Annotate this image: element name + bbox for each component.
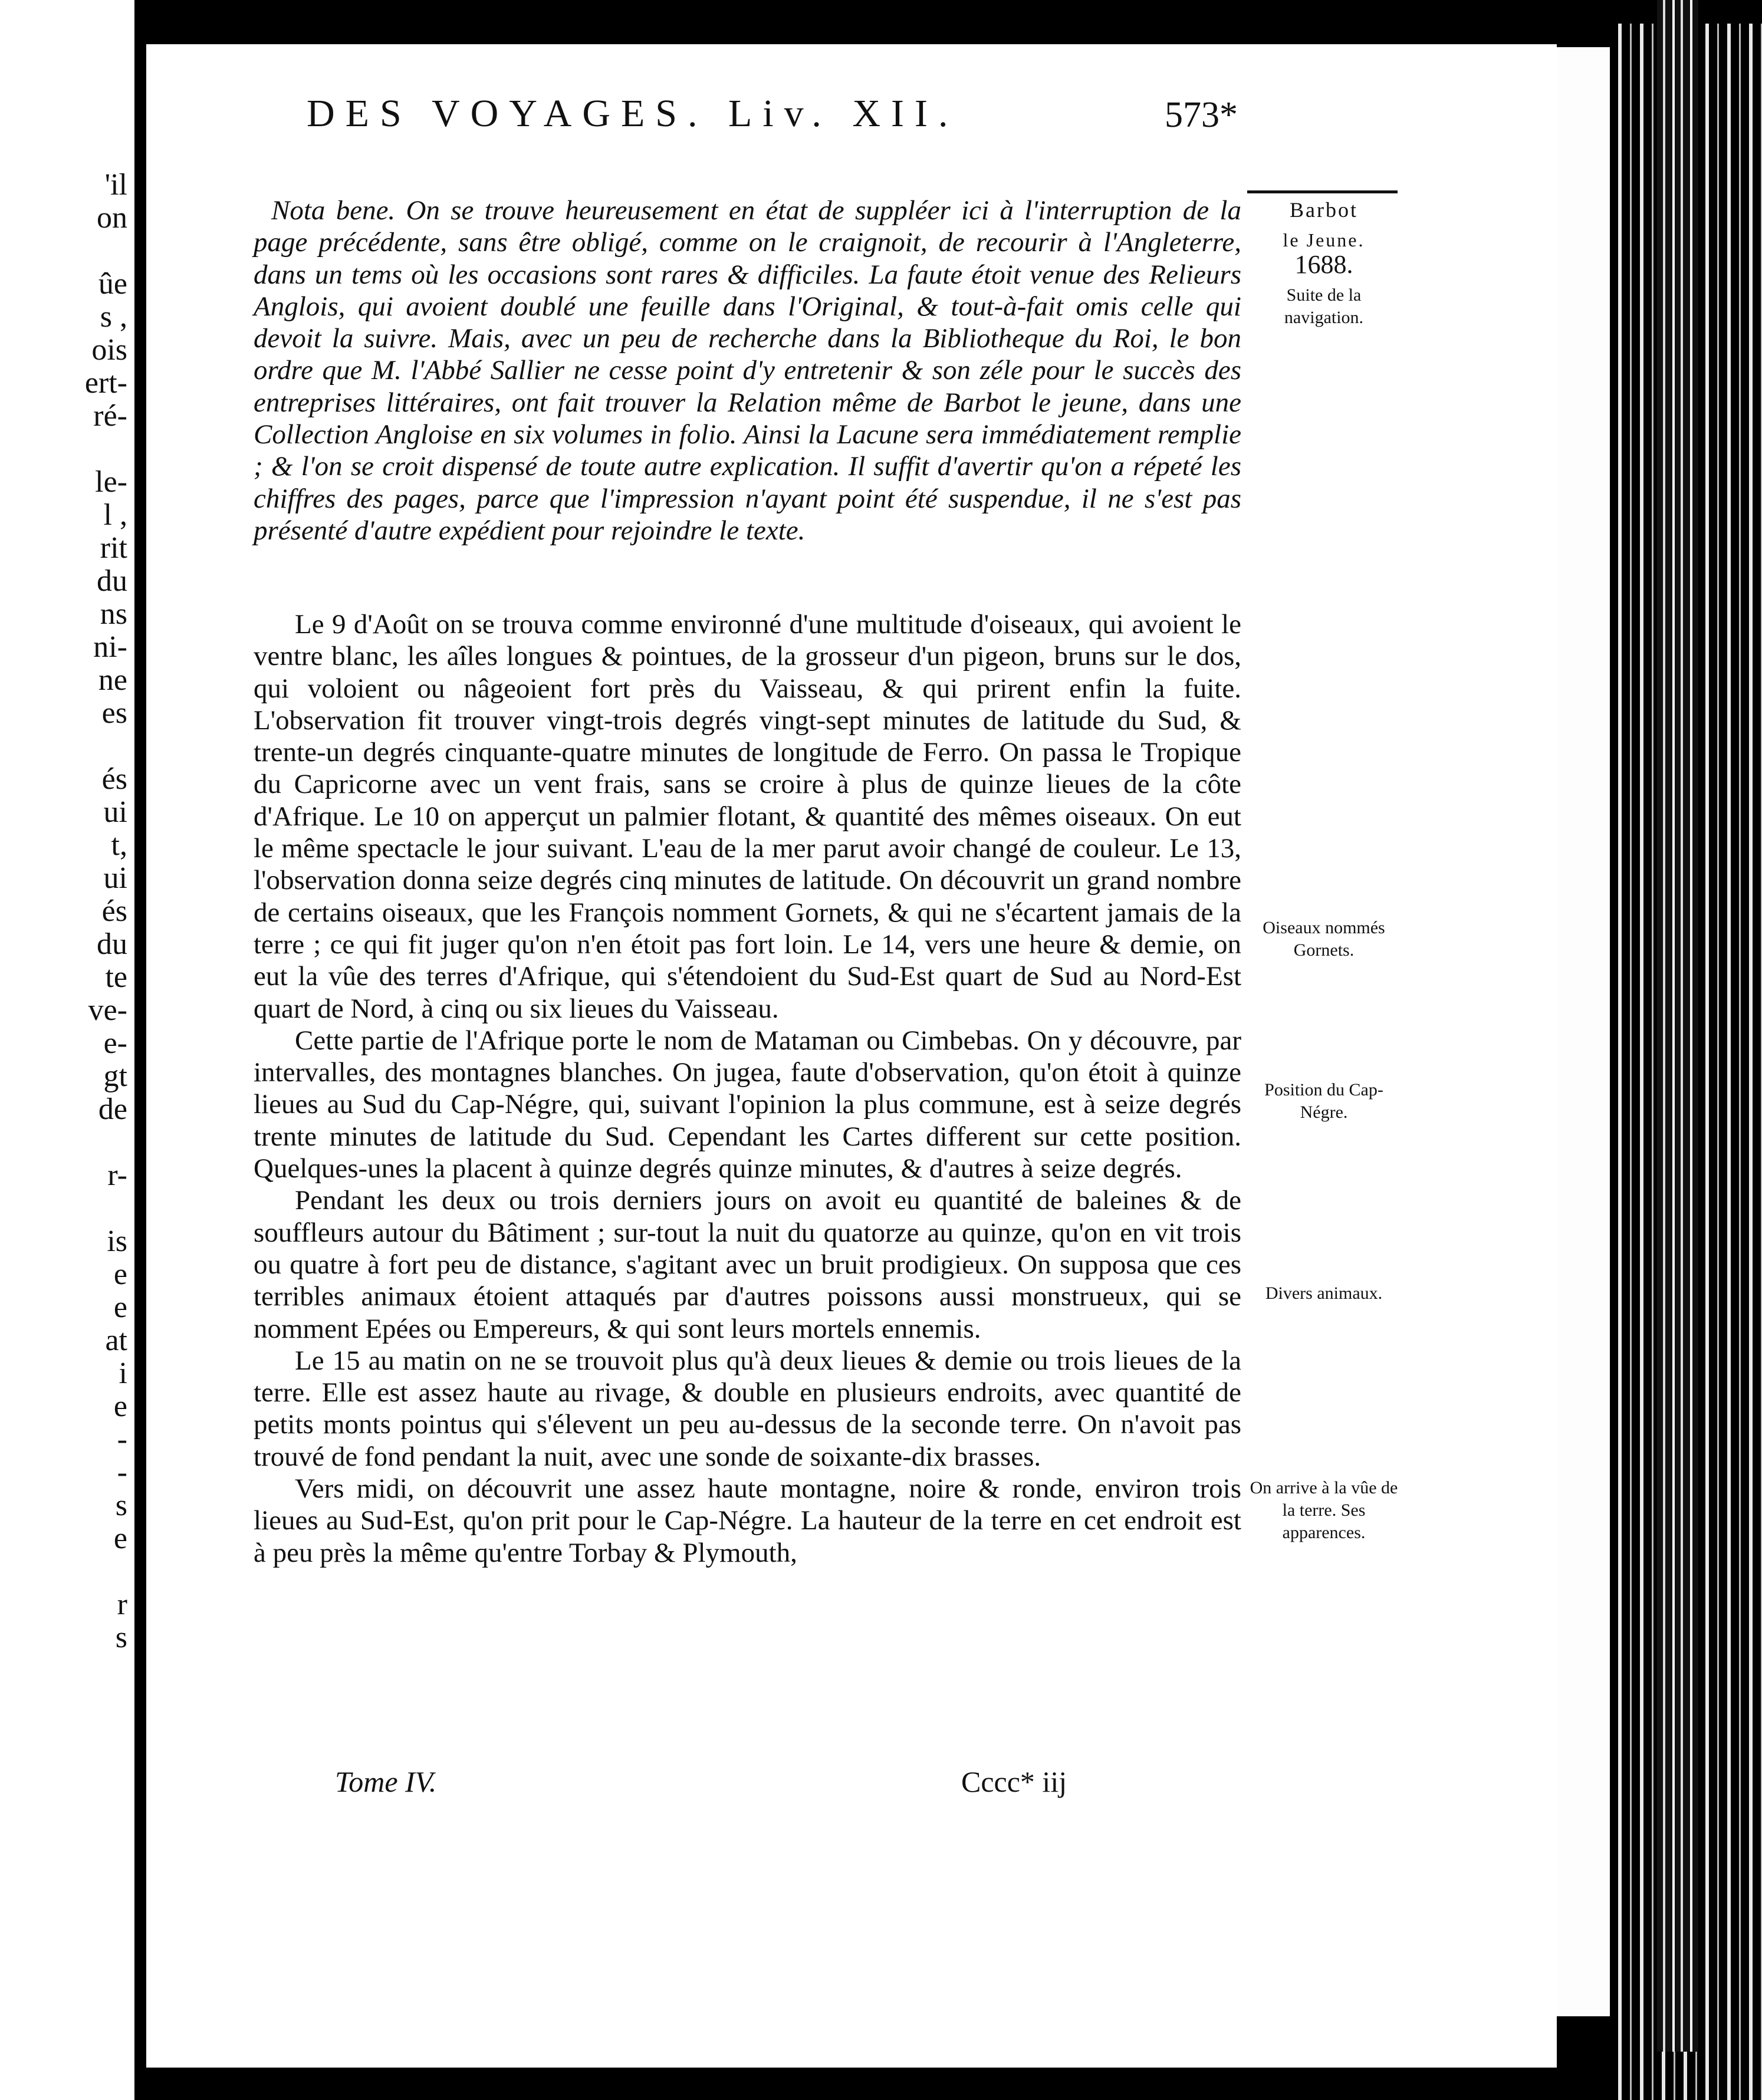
facing-page-text-fragment: e [113, 1522, 127, 1555]
page-edge [1557, 47, 1610, 2016]
facing-page-text-fragment: es [101, 696, 127, 730]
facing-page-text-fragment: i [119, 1357, 127, 1390]
facing-page-text-fragment: e [113, 1291, 127, 1324]
facing-page-text-fragment: és [101, 894, 127, 928]
facing-page-text-fragment: ve- [88, 993, 127, 1027]
paragraph: Le 15 au matin on ne se trouvoit plus qu'à deux lieues & demie ou trois lieues de la terre. Elle est assez haute au rivage, & double en plusieurs endroits, avec quantité de petits monts pointus qui s'élevent un peu au-dessus de la seconde terre. On n'avoit pas trouvé de fond pendant la nuit, avec une sonde de soixante-dix brasses. [254, 1345, 1241, 1472]
margin-author-suffix: le Jeune. [1283, 229, 1365, 251]
facing-page-text-fragment: ert- [84, 366, 127, 400]
facing-page-text-fragment: ni- [93, 630, 127, 664]
main-text [254, 608, 1241, 1569]
facing-page-text-fragment: du [97, 564, 127, 598]
facing-page-text-fragment: rit [100, 531, 127, 565]
facing-page-text-fragment: e- [103, 1026, 127, 1060]
facing-page-text-fragment: t, [111, 828, 127, 862]
facing-page-text-fragment: ne [98, 663, 127, 697]
paragraph: Cette partie de l'Afrique porte le nom de Mataman ou Cimbebas. On y découvre, par intervalles, des montagnes blanches. On jugea, faute d'observation, qu'on étoit à quinze lieues au Sud du Cap-Négre, qui, suivant l'opinion la plus commune, est à seize degrés trente minutes de latitude du Sud. Cependant les Cartes different sur cette position. Quelques-unes la placent à quinze degrés quinze minutes, & d'autres à seize degrés. [254, 1025, 1241, 1184]
facing-page-text-fragment: - [117, 1423, 127, 1456]
facing-page-text-fragment: ûe [98, 267, 127, 301]
facing-page-text-fragment: ui [103, 861, 127, 895]
facing-page-text-fragment: ns [100, 597, 127, 631]
facing-page-text-fragment: ré- [93, 399, 127, 433]
facing-page-text-fragment: r [117, 1588, 127, 1621]
facing-page-text-fragment: on [97, 201, 127, 235]
facing-page-text-fragment: r- [107, 1158, 127, 1192]
margin-note-animaux: Divers animaux. [1265, 1283, 1383, 1303]
facing-page-text-fragment: l , [103, 498, 127, 532]
running-head: DES VOYAGES. Liv. XII. [307, 92, 959, 135]
facing-page-text-fragment: de [98, 1092, 127, 1126]
margin-note-cap-negre: Position du Cap-Négre. [1264, 1080, 1383, 1122]
facing-page-text-fragment: ui [103, 795, 127, 829]
page-number: 573* [1165, 95, 1238, 135]
paragraph: Pendant les deux ou trois derniers jours on avoit eu quantité de baleines & de souffleurs autour du Bâtiment ; sur-tout la nuit du quatorze au quinze, qu'on en vit trois ou quatre à fort peu de distance, s'agitant avec un bruit prodigieux. On supposa que ces terribles animaux étoient attaqués par d'autres poissons aussi monstrueux, qui se nomment Epées ou Empereurs, & qui sont leurs mortels ennemis. [254, 1185, 1241, 1344]
facing-page-text-fragment: s [115, 1489, 127, 1522]
head-rule [1247, 190, 1398, 193]
footer-signature: Cccc* iij [961, 1765, 1067, 1798]
facing-page-text-fragment: at [105, 1324, 127, 1357]
facing-page-text-fragment: gt [103, 1059, 127, 1093]
facing-page-text-fragment: 'il [104, 168, 127, 202]
facing-page-text-fragment: te [105, 960, 127, 994]
nota-bene: Nota bene. On se trouve heureusement en état de suppléer ici à l'interruption de la page précédente, sans être obligé, comme on le craignoit, de recourir à l'Angleterre, dans un tems où les occasions sont rares & difficiles. La faute étoit venue des Relieurs Anglois, qui avoient doublé une feuille dans l'Original, & tout-à-fait omis celle qui devoit la suivre. Mais, avec un peu de recherche dans la Bibliotheque du Roi, le bon ordre que M. l'Abbé Sallier ne cesse point d'y entretenir & son zéle pour le succès des entreprises littéraires, ont fait trouver la Relation même de Barbot le jeune, dans une Collection Angloise en six volumes in folio. Ainsi la Lacune sera immédiatement remplie ; & l'on se croit dispensé de toute autre explication. Il suffit d'avertir qu'on a répeté les chiffres des pages, parce que l'impression n'ayant point été suspendue, il ne s'est pas présenté d'autre expédient pour rejoindre le texte. [254, 195, 1241, 546]
paragraph: Vers midi, on découvrit une assez haute montagne, noire & ronde, environ trois lieues au Sud-Est, qu'on prit pour le Cap-Négre. La hauteur de la terre en cet endroit est à peu près la même qu'entre Torbay & Plymouth, [254, 1473, 1241, 1568]
facing-page-text-fragment: e [113, 1390, 127, 1423]
facing-page-text-fragment: du [97, 927, 127, 961]
margin-note-terre: On arrive à la vûe de la terre. Ses apparences. [1250, 1478, 1398, 1542]
margin-author: Barbot [1290, 198, 1358, 222]
facing-page-text-fragment: e [113, 1258, 127, 1291]
facing-page-text-fragment: s , [100, 300, 127, 334]
facing-page-text-fragment: s [115, 1621, 127, 1654]
facing-page-text-fragment: le- [95, 465, 127, 499]
margin-year: 1688. [1294, 250, 1353, 279]
facing-page-text-fragment: - [117, 1456, 127, 1489]
footer-tome: Tome IV. [335, 1765, 437, 1798]
margin-note-gornets: Oiseaux nommés Gornets. [1263, 918, 1385, 960]
facing-page-text-fragment: ois [91, 333, 127, 367]
book-edge-pages [1657, 0, 1698, 2052]
margin-note-navigation: Suite de la navigation. [1284, 285, 1364, 327]
facing-page-text-fragment: is [107, 1225, 127, 1258]
paragraph: Le 9 d'Août on se trouva comme environné d'une multitude d'oiseaux, qui avoient le ventre blanc, les aîles longues & pointues, de la grosseur d'un pigeon, bruns sur le dos, qui voloient ou nâgeoient fort près du Vaisseau, & qui prirent enfin la fuite. L'observation fit trouver vingt-trois degrés vingt-sept minutes de latitude du Sud, & trente-un degrés cinquante-quatre minutes de longitude de Ferro. On passa le Tropique du Capricorne avec un vent frais, sans se croire à plus de quinze lieues de la côte d'Afrique. Le 10 on apperçut un palmier flotant, & quantité des mêmes oiseaux. On eut le même spectacle le jour suivant. L'eau de la mer parut avoir changé de couleur. Le 13, l'observation donna seize degrés cinq minutes de latitude. On découvrit un grand nombre de certains oiseaux, que les François nomment Gornets, & qui ne s'écartent jamais de la terre ; ce qui fit juger qu'on n'en étoit pas fort loin. Le 14, vers une heure & demie, on eut la vûe des terres d'Afrique, qui s'étendoient du Sud-Est quart de Sud au Nord-Est quart de Nord, à cinq ou six lieues du Vaisseau. [254, 609, 1241, 1024]
facing-page-text-fragment: és [101, 762, 127, 796]
facing-page-fragment [0, 0, 134, 2100]
